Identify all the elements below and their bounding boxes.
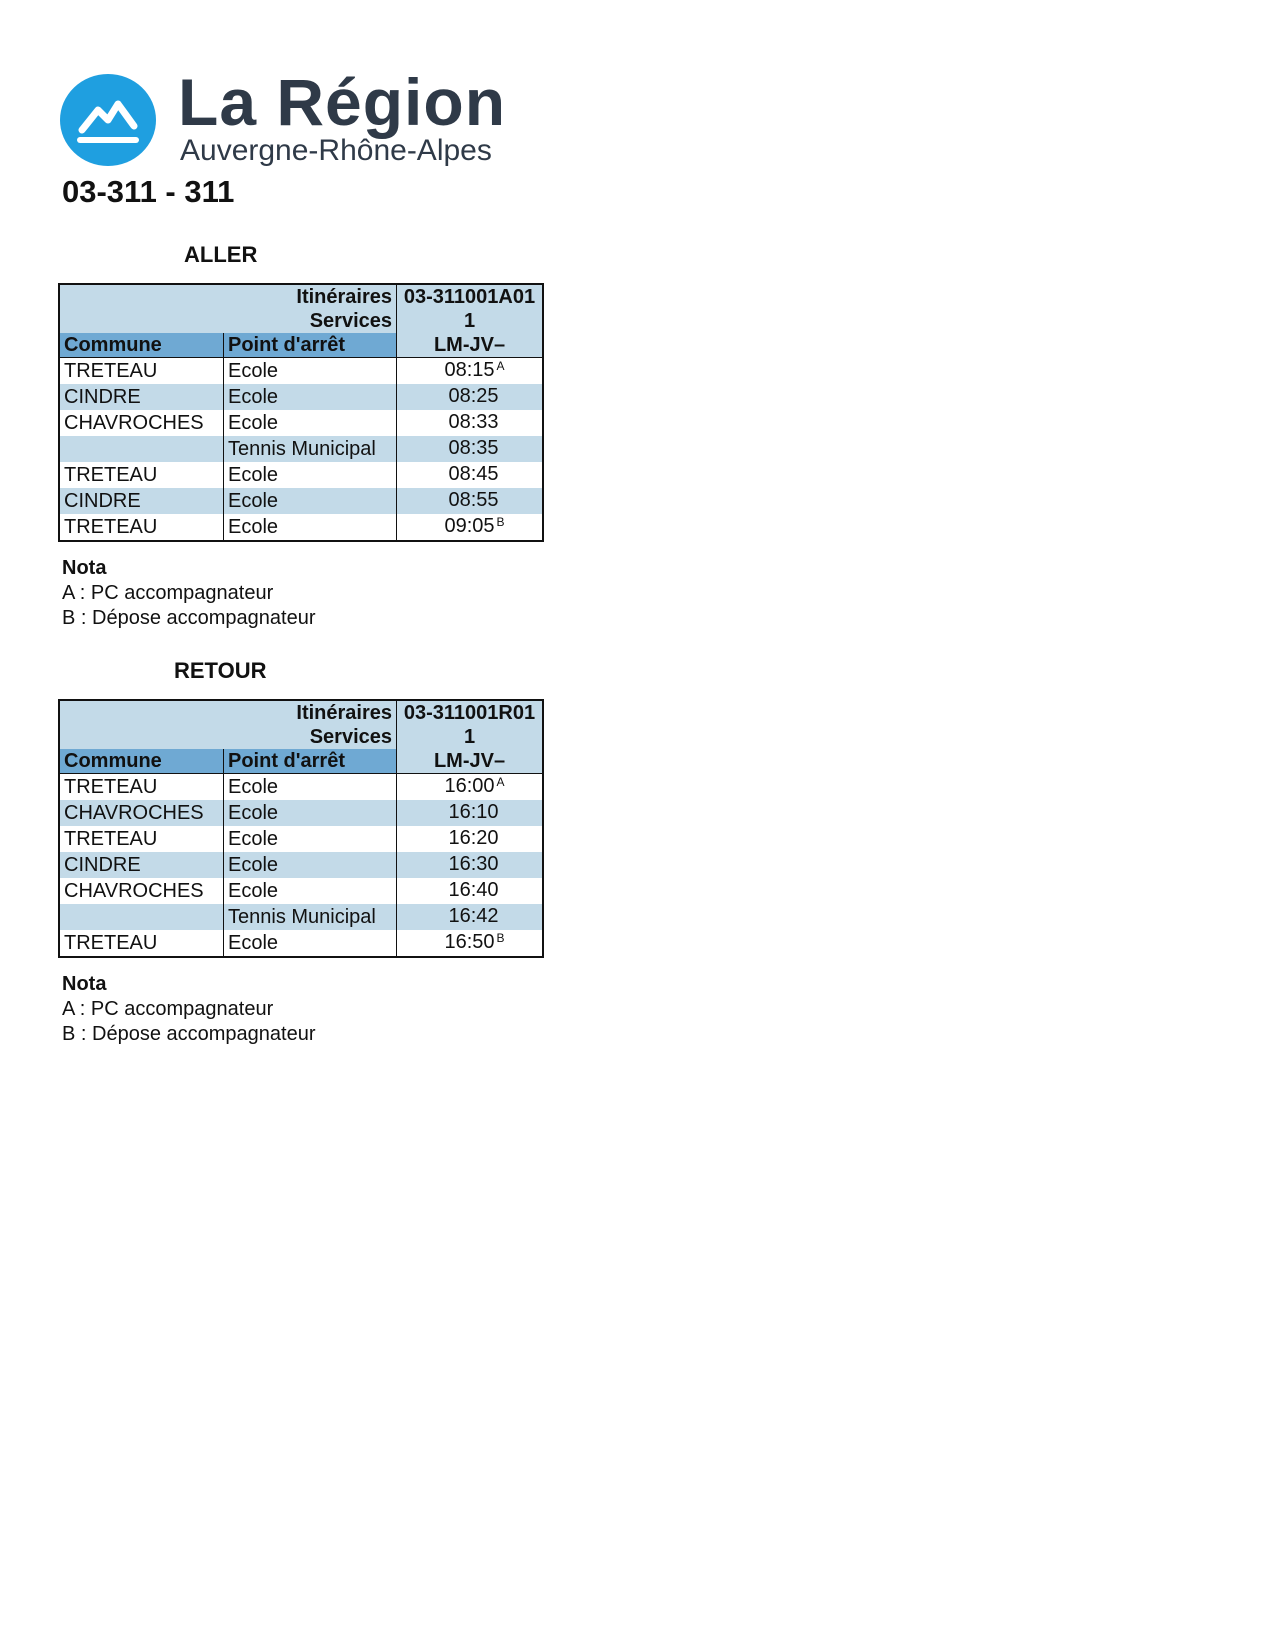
service-number: 1 — [397, 725, 544, 749]
note-marker: A — [496, 775, 505, 789]
table-row — [59, 878, 543, 904]
note-marker: B — [496, 515, 505, 529]
table-row — [59, 904, 543, 930]
stop-cell: Ecole — [224, 930, 397, 957]
commune-cell: TRETEAU — [59, 514, 224, 541]
itineraries-label: Itinéraires — [59, 284, 397, 309]
table-row — [59, 826, 543, 852]
commune-header: Commune — [59, 333, 224, 358]
time-value: 16:30 — [448, 853, 499, 875]
time-value: 08:33 — [448, 411, 499, 433]
time-cell — [397, 826, 544, 852]
commune-cell — [59, 436, 224, 462]
services-label: Services — [59, 725, 397, 749]
stop-cell: Ecole — [224, 774, 397, 801]
brand-region: Auvergne-Rhône-Alpes — [180, 134, 492, 167]
table-row — [59, 930, 543, 957]
stop-cell: Ecole — [224, 488, 397, 514]
brand-name: La Région — [178, 65, 507, 139]
services-row — [59, 725, 543, 749]
table-row — [59, 514, 543, 541]
retour-title: RETOUR — [174, 658, 267, 683]
time-value: 16:40 — [448, 879, 499, 901]
time-cell — [397, 930, 544, 957]
stop-header: Point d'arrêt — [224, 749, 397, 774]
commune-cell: CHAVROCHES — [59, 410, 224, 436]
commune-cell: TRETEAU — [59, 358, 224, 385]
time-value: 16:20 — [448, 827, 499, 849]
retour-table-body — [59, 700, 543, 957]
stop-cell: Ecole — [224, 800, 397, 826]
time-cell — [397, 410, 544, 436]
nota-heading: Nota — [62, 557, 107, 579]
nota-line: A : PC accompagnateur — [62, 998, 274, 1020]
days-header: LM-JV– — [397, 749, 544, 774]
table-row — [59, 384, 543, 410]
time-value: 08:15 — [444, 359, 495, 381]
stop-cell: Ecole — [224, 852, 397, 878]
stop-cell: Ecole — [224, 358, 397, 385]
stop-cell: Ecole — [224, 878, 397, 904]
region-logo — [60, 65, 540, 168]
services-label: Services — [59, 309, 397, 333]
commune-cell: CHAVROCHES — [59, 800, 224, 826]
aller-table-body — [59, 284, 543, 541]
itineraries-label: Itinéraires — [59, 700, 397, 725]
stop-cell: Tennis Municipal — [224, 436, 397, 462]
note-marker: A — [496, 359, 505, 373]
commune-cell: TRETEAU — [59, 826, 224, 852]
time-cell — [397, 462, 544, 488]
retour-timetable — [58, 699, 544, 958]
aller-title: ALLER — [184, 242, 258, 267]
time-cell — [397, 904, 544, 930]
table-row — [59, 800, 543, 826]
itineraries-row — [59, 700, 543, 725]
table-row — [59, 462, 543, 488]
commune-cell: CINDRE — [59, 488, 224, 514]
nota-line: B : Dépose accompagnateur — [62, 1023, 316, 1045]
column-header-row — [59, 333, 543, 358]
time-cell — [397, 878, 544, 904]
stop-cell: Ecole — [224, 462, 397, 488]
table-row — [59, 358, 543, 385]
mountain-logo-icon — [60, 74, 156, 166]
page-title: 03-311 - 311 — [62, 174, 235, 209]
nota-heading: Nota — [62, 973, 107, 995]
nota-line: B : Dépose accompagnateur — [62, 607, 316, 629]
time-cell — [397, 358, 544, 385]
time-cell — [397, 800, 544, 826]
itineraries-row — [59, 284, 543, 309]
stop-cell: Ecole — [224, 826, 397, 852]
time-cell — [397, 488, 544, 514]
commune-cell: CINDRE — [59, 384, 224, 410]
time-value: 16:00 — [444, 775, 495, 797]
days-header: LM-JV– — [397, 333, 544, 358]
stop-cell: Ecole — [224, 410, 397, 436]
service-number: 1 — [397, 309, 544, 333]
aller-nota — [62, 556, 316, 631]
time-value: 16:42 — [448, 905, 499, 927]
nota-line: A : PC accompagnateur — [62, 582, 274, 604]
time-value: 16:10 — [448, 801, 499, 823]
note-marker: B — [496, 931, 505, 945]
commune-cell: TRETEAU — [59, 462, 224, 488]
table-row — [59, 774, 543, 801]
services-row — [59, 309, 543, 333]
time-cell — [397, 384, 544, 410]
column-header-row — [59, 749, 543, 774]
stop-cell: Tennis Municipal — [224, 904, 397, 930]
commune-cell — [59, 904, 224, 930]
stop-cell: Ecole — [224, 514, 397, 541]
time-value: 08:35 — [448, 437, 499, 459]
itinerary-code: 03-311001A01 — [397, 284, 544, 309]
commune-header: Commune — [59, 749, 224, 774]
time-value: 08:25 — [448, 385, 499, 407]
time-value: 16:50 — [444, 931, 495, 953]
commune-cell: TRETEAU — [59, 774, 224, 801]
time-value: 09:05 — [444, 515, 495, 537]
table-row — [59, 410, 543, 436]
time-value: 08:55 — [448, 489, 499, 511]
stop-header: Point d'arrêt — [224, 333, 397, 358]
table-row — [59, 436, 543, 462]
stop-cell: Ecole — [224, 384, 397, 410]
commune-cell: TRETEAU — [59, 930, 224, 957]
commune-cell: CHAVROCHES — [59, 878, 224, 904]
commune-cell: CINDRE — [59, 852, 224, 878]
time-cell — [397, 436, 544, 462]
time-cell — [397, 852, 544, 878]
aller-timetable — [58, 283, 544, 542]
table-row — [59, 488, 543, 514]
table-row — [59, 852, 543, 878]
retour-nota — [62, 972, 316, 1047]
time-value: 08:45 — [448, 463, 499, 485]
time-cell — [397, 514, 544, 541]
itinerary-code: 03-311001R01 — [397, 700, 544, 725]
time-cell — [397, 774, 544, 801]
